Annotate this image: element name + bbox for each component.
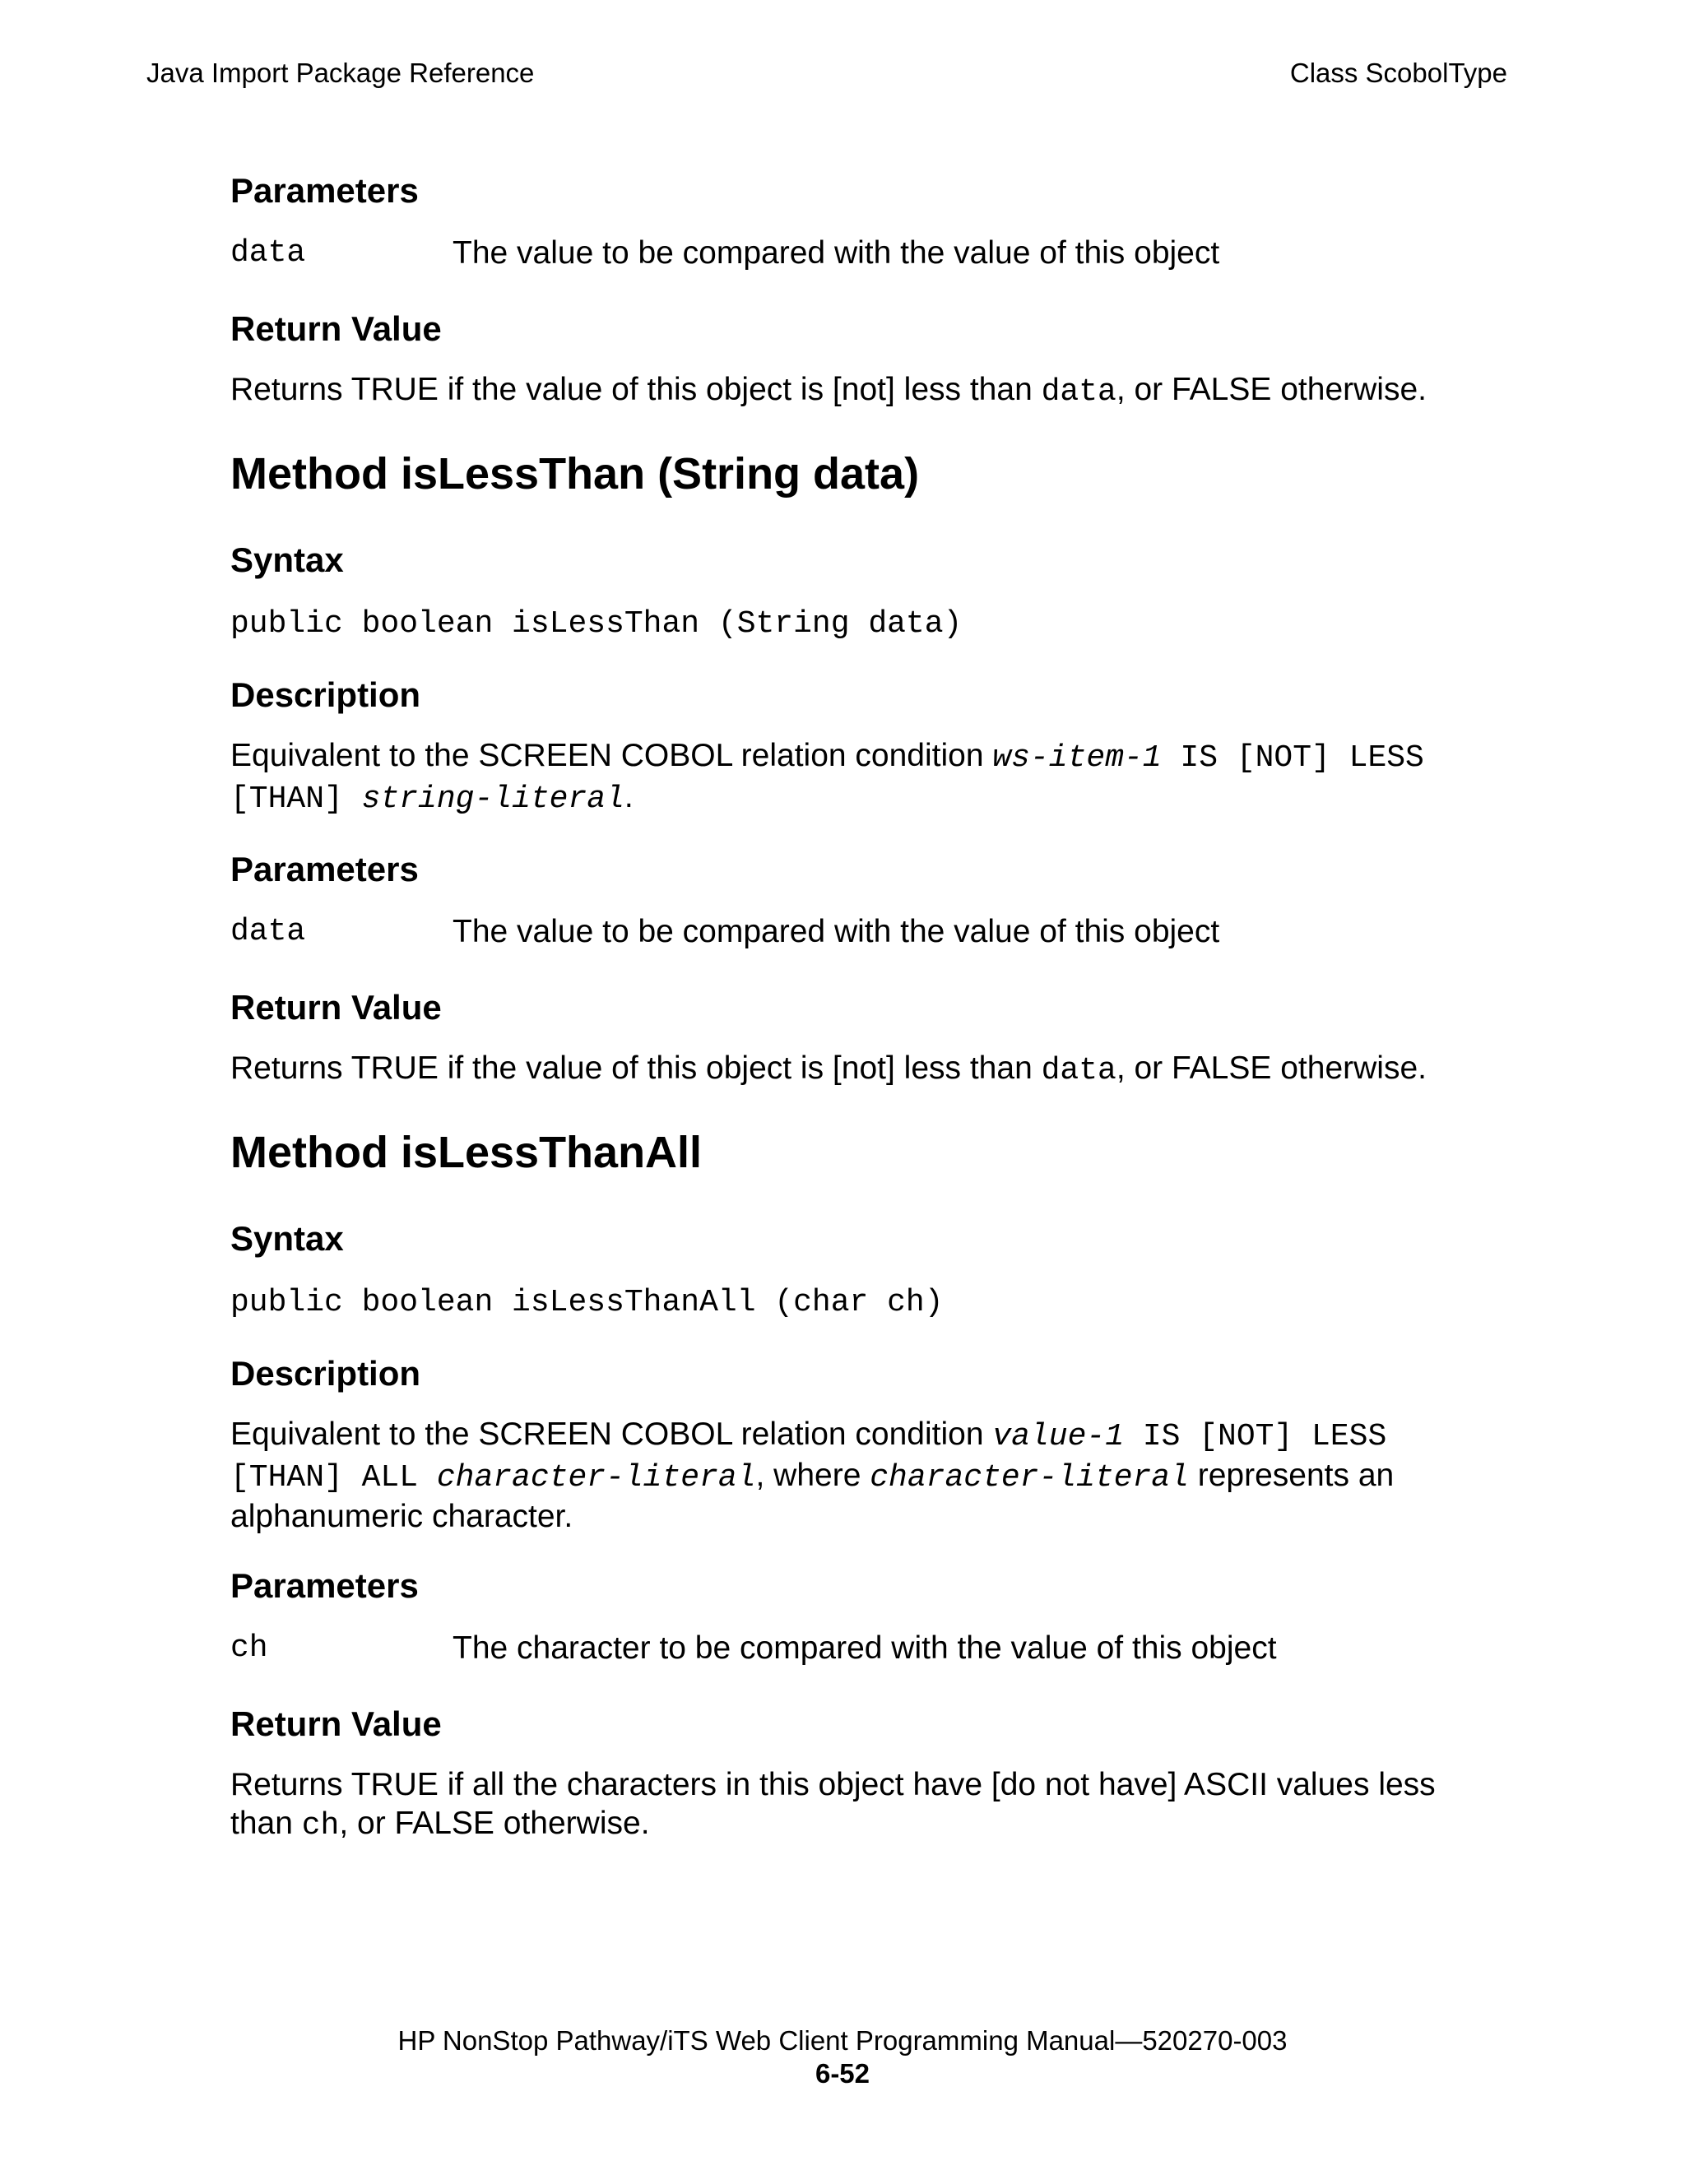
parameters-heading: Parameters [230,850,419,888]
parameters-heading: Parameters [230,171,419,210]
return-value-text [230,1765,1514,1845]
return-value-heading: Return Value [230,309,442,348]
syntax-heading: Syntax [230,540,344,579]
return-code: data [1041,374,1116,410]
desc-code: IS [NOT] LESS [1124,1419,1387,1454]
syntax-heading: Syntax [230,1219,344,1258]
parameter-name: data [230,235,306,271]
desc-text: , where [755,1458,870,1493]
return-text-pre: than [230,1806,302,1841]
description-text [230,736,1514,818]
return-text-line: Returns TRUE if all the characters in this object have [do not have] ASCII values less [230,1767,1436,1802]
desc-var: character-literal [436,1460,756,1495]
return-value-text [230,1049,1514,1090]
parameter-name: ch [230,1630,268,1666]
return-text-pre: Returns TRUE if the value of this object is [not] less than [230,1050,1042,1086]
method-title: Method isLessThan (String data) [230,449,920,498]
running-header-left: Java Import Package Reference [146,58,535,88]
parameters-heading: Parameters [230,1566,419,1605]
description-heading: Description [230,675,421,714]
desc-text: Equivalent to the SCREEN COBOL relation condition [230,1417,993,1452]
return-code: data [1041,1053,1116,1088]
desc-text: . [624,779,634,814]
desc-var: string-literal [361,781,624,817]
method-title: Method isLessThanAll [230,1128,703,1177]
footer-title: HP NonStop Pathway/iTS Web Client Programming Manual—520270-003 [397,2025,1288,2056]
desc-var: character-literal [870,1460,1189,1495]
desc-text: alphanumeric character. [230,1499,573,1534]
desc-text: represents an [1188,1458,1395,1493]
parameter-description: The value to be compared with the value of this object [453,235,1220,271]
return-text-pre: Returns TRUE if the value of this object is [not] less than [230,372,1042,407]
description-heading: Description [230,1354,421,1393]
return-value-heading: Return Value [230,1704,442,1743]
return-text-post: , or FALSE otherwise. [1116,372,1427,407]
page-number: 6-52 [815,2058,870,2089]
desc-var: value-1 [992,1419,1125,1454]
description-text [230,1415,1514,1536]
parameter-description: The value to be compared with the value of this object [453,914,1220,949]
parameter-name: data [230,914,306,949]
return-code: ch [301,1808,340,1843]
desc-code: [THAN] ALL [230,1460,437,1495]
return-value-text [230,370,1514,411]
parameter-description: The character to be compared with the value of this object [453,1630,1277,1666]
desc-var: ws-item-1 [992,740,1162,776]
desc-code: IS [NOT] LESS [1161,740,1424,776]
return-text-post: , or FALSE otherwise. [1116,1050,1427,1086]
running-header-right: Class ScobolType [1289,58,1507,88]
return-value-heading: Return Value [230,988,442,1027]
desc-text: Equivalent to the SCREEN COBOL relation condition [230,738,993,773]
desc-code: [THAN] [230,781,362,817]
syntax-code: public boolean isLessThan (String data) [230,606,963,642]
return-text-post: , or FALSE otherwise. [339,1806,650,1841]
syntax-code: public boolean isLessThanAll (char ch) [230,1285,944,1320]
